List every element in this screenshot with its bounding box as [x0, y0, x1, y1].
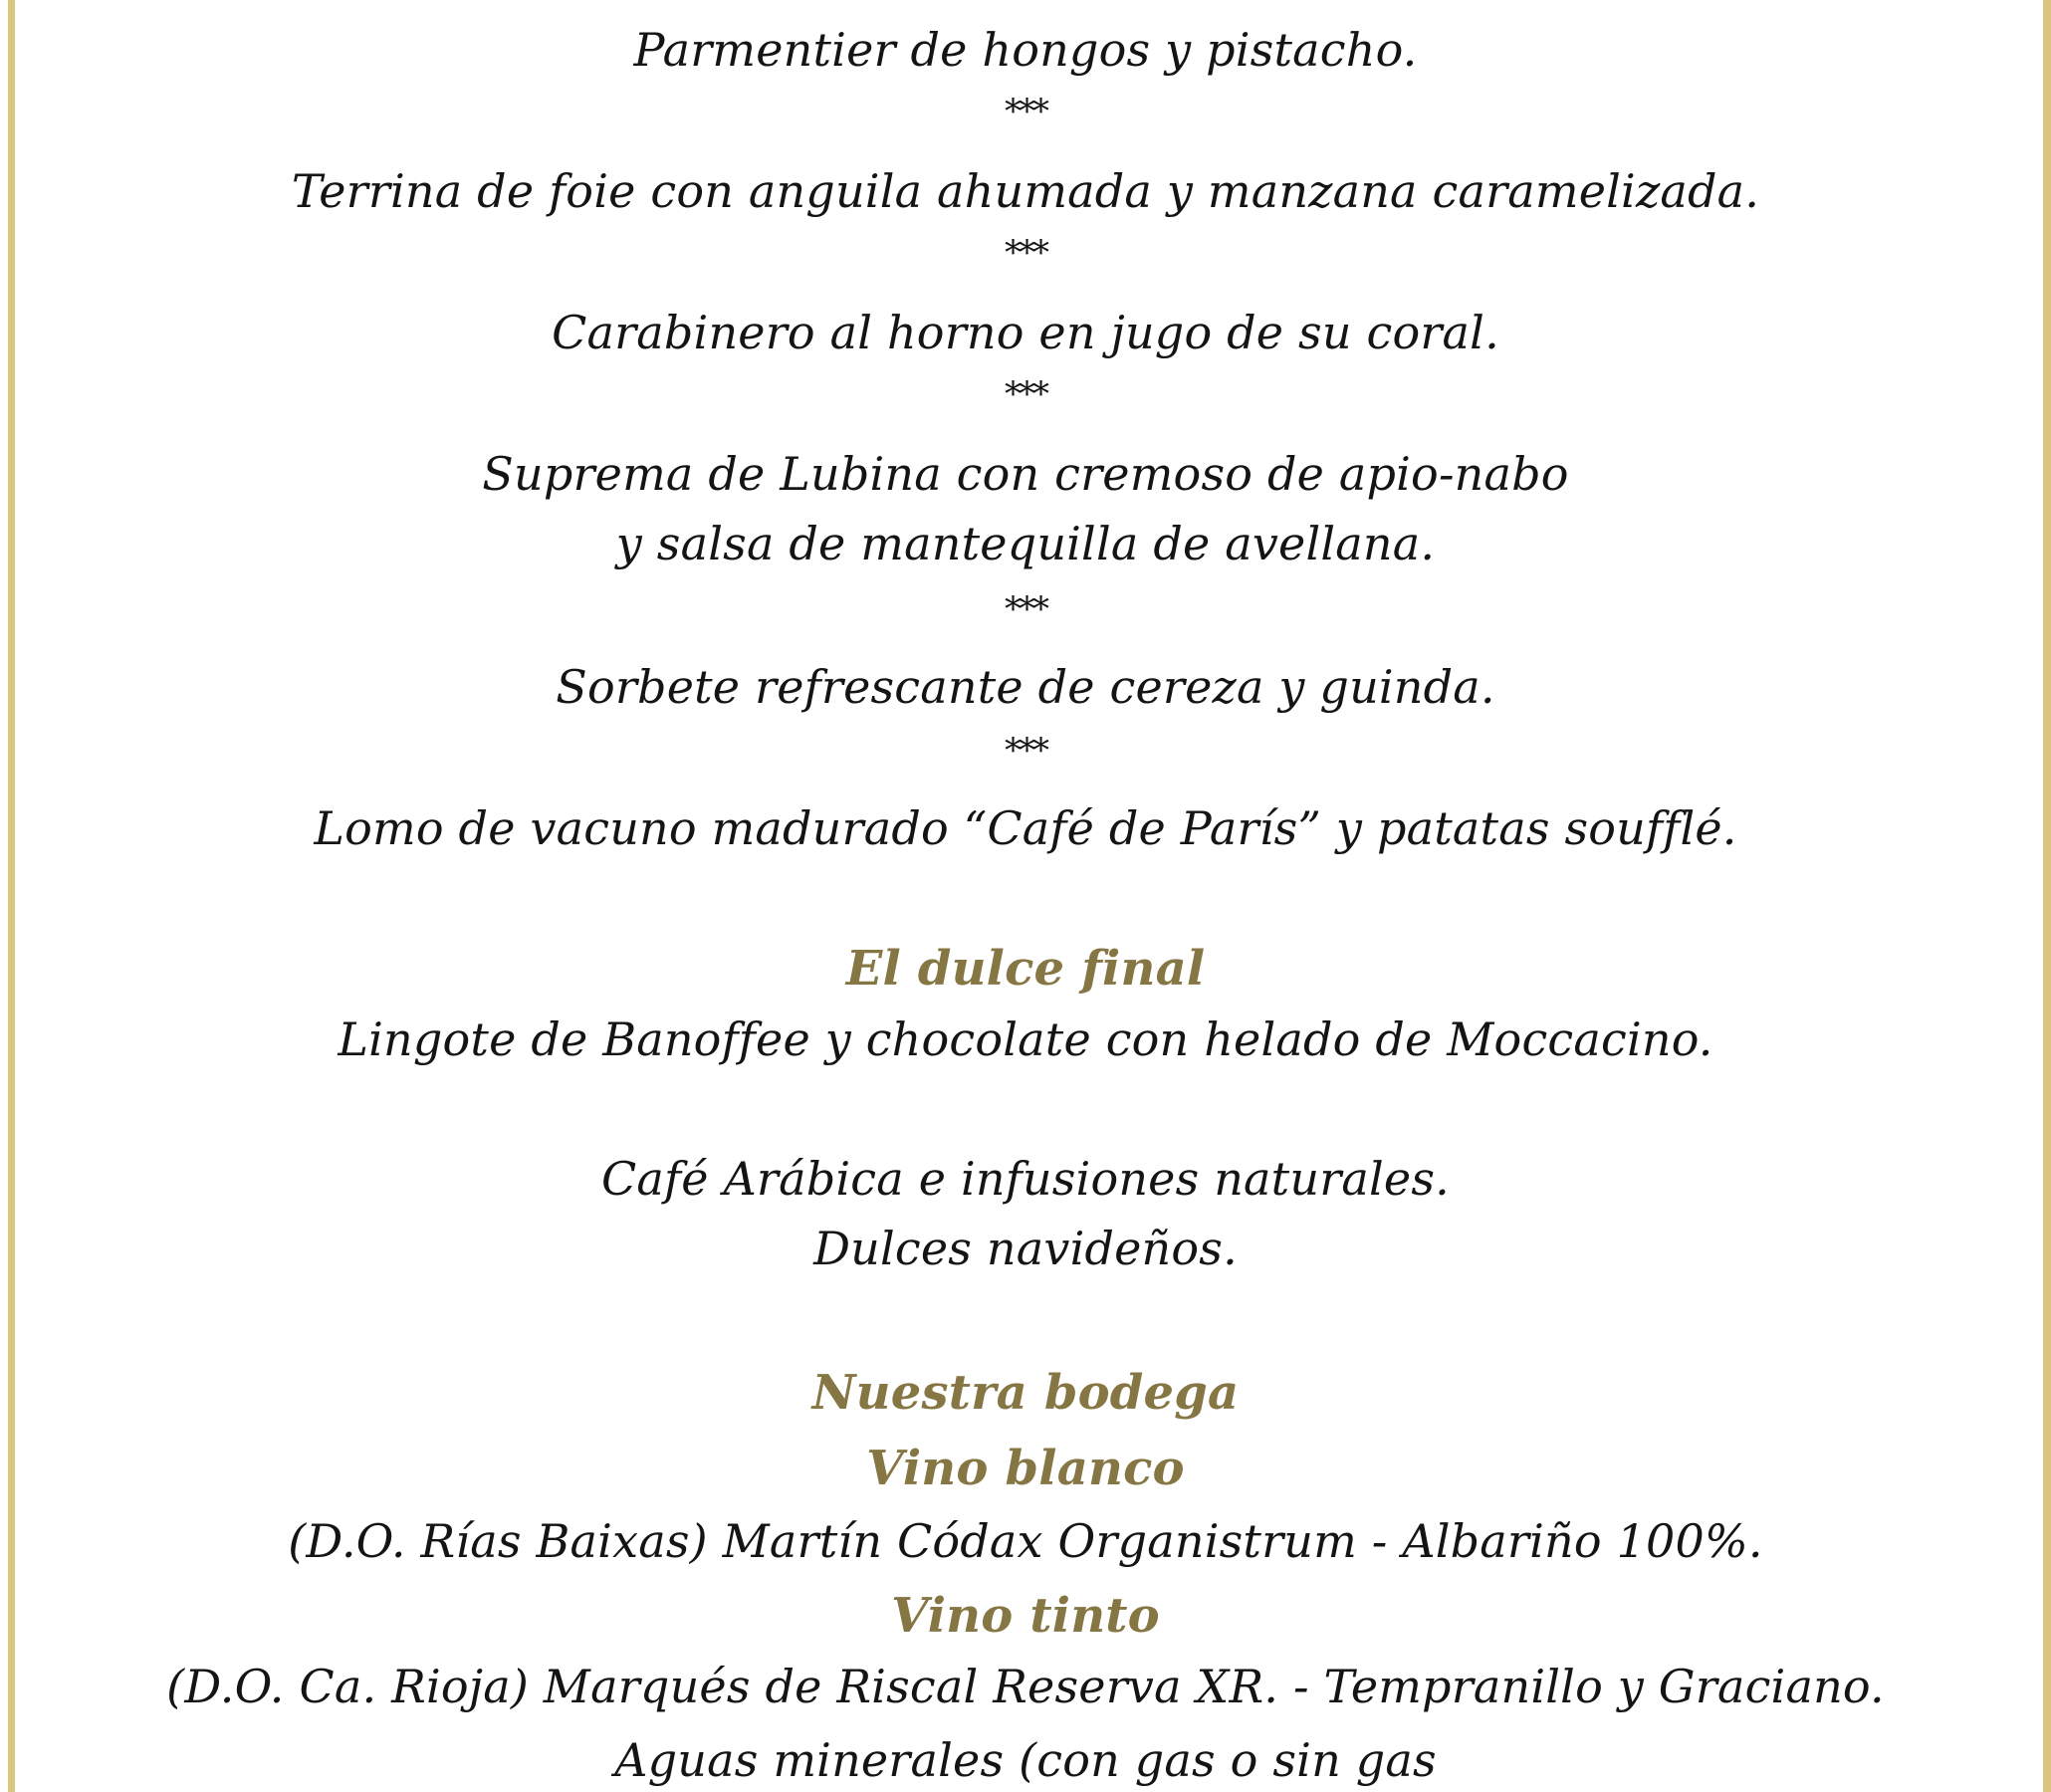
white-wine-heading: Vino blanco — [866, 1441, 1185, 1496]
red-wine-heading: Vino tinto — [891, 1588, 1160, 1644]
water-line: Aguas minerales (con gas o sin gas — [614, 1733, 1437, 1787]
course-lomo: Lomo de vacuno madurado “Café de París” y patatas soufflé. — [314, 801, 1737, 855]
course-separator: *** — [1005, 589, 1046, 629]
dessert-heading: El dulce final — [845, 941, 1206, 997]
sweets-line: Dulces navideños. — [813, 1222, 1238, 1275]
course-separator: *** — [1005, 374, 1046, 414]
coffee-line: Café Arábica e infusiones naturales. — [601, 1152, 1450, 1206]
red-wine-item: (D.O. Ca. Rioja) Marqués de Riscal Reserva XR. - Tempranillo y Graciano. — [166, 1660, 1885, 1713]
course-carabinero: Carabinero al horno en jugo de su coral. — [552, 306, 1499, 359]
course-parmentier: Parmentier de hongos y pistacho. — [633, 23, 1418, 77]
course-separator: *** — [1005, 92, 1046, 131]
course-terrina: Terrina de foie con anguila ahumada y manzana caramelizada. — [291, 164, 1760, 218]
wine-heading: Nuestra bodega — [811, 1365, 1240, 1421]
course-separator: *** — [1005, 233, 1046, 273]
course-suprema-line2: y salsa de mantequilla de avellana. — [615, 517, 1436, 570]
course-sorbete: Sorbete refrescante de cereza y guinda. — [556, 660, 1495, 714]
course-separator: *** — [1005, 731, 1046, 771]
dessert-item: Lingote de Banoffee y chocolate con helado de Moccacino. — [338, 1012, 1713, 1066]
white-wine-item: (D.O. Rías Baixas) Martín Códax Organistrum - Albariño 100%. — [288, 1514, 1763, 1568]
course-suprema-line1: Suprema de Lubina con cremoso de apio-nabo — [482, 447, 1569, 501]
cut-off-heading-fragment — [0, 0, 2051, 6]
